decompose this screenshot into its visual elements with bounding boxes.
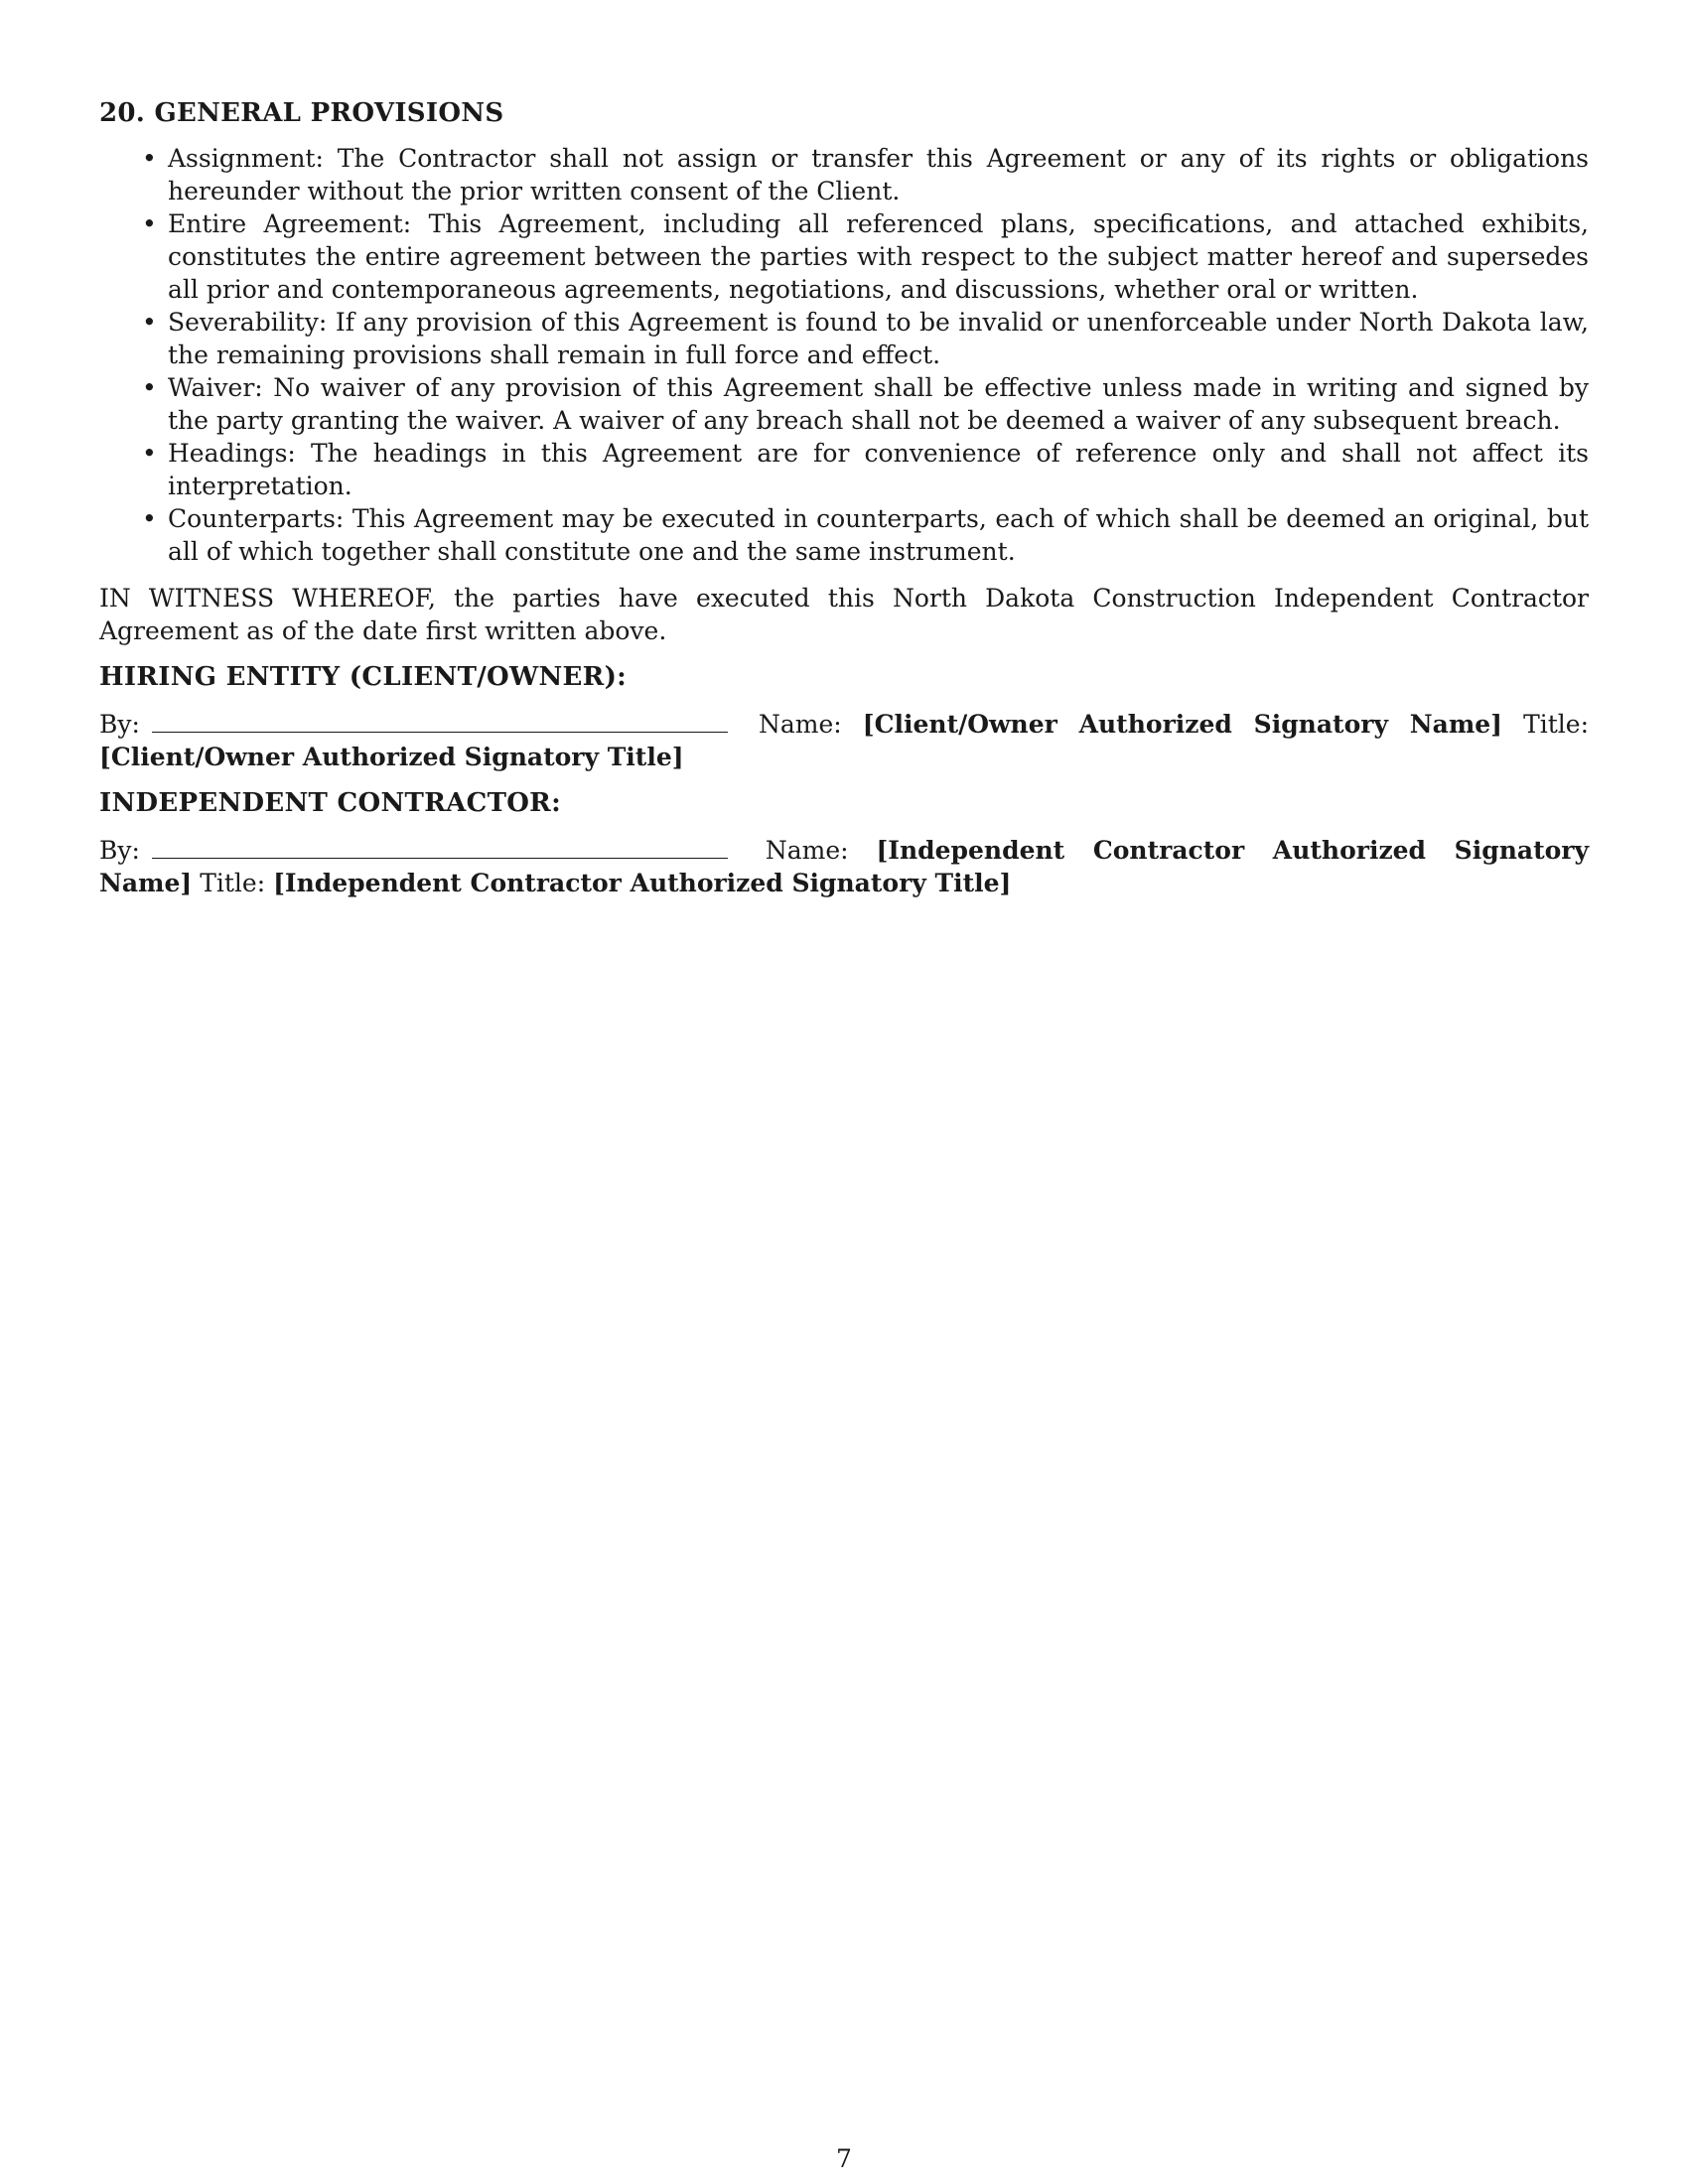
bullet-icon: • [142,308,157,337]
provision-text: Counterparts: This Agreement may be executed in counterparts, each of which shall be deemed an original, but all of which together shall constitute one and the same instrument. [168,504,1589,566]
hiring-entity-signature-block [99,708,1589,773]
provision-text: Severability: If any provision of this Agreement is found to be invalid or unenforceable under North Dakota law, the remaining provisions shall remain in full force and effect. [168,308,1589,369]
provision-counterparts [142,502,1589,568]
provision-text: Waiver: No waiver of any provision of this Agreement shall be effective unless made in writing and signed by the party granting the waiver. A waiver of any breach shall not be deemed a waiver of any subsequent breach. [168,373,1589,435]
contractor-signature-line[interactable] [152,836,728,859]
page-number: 7 [836,2144,852,2173]
provision-text: Assignment: The Contractor shall not assign or transfer this Agreement or any of its rights or obligations hereunder without the prior written consent of the Client. [168,144,1589,205]
bullet-icon: • [142,144,157,173]
hiring-entity-heading: HIRING ENTITY (CLIENT/OWNER): [99,662,628,692]
bullet-icon: • [142,504,157,533]
client-signature-line[interactable] [152,710,728,733]
contractor-signatory-name: [Independent Contractor Authorized Signatory Name] [99,836,1590,897]
name-label: Name: [758,710,842,739]
provisions-list [99,142,1589,568]
contractor-signatory-title: [Independent Contractor Authorized Signatory Title] [273,869,1012,897]
bullet-icon: • [142,439,157,468]
contractor-signature-block [99,834,1589,899]
document-page [99,97,1589,913]
provision-assignment [142,142,1589,207]
contractor-heading: INDEPENDENT CONTRACTOR: [99,788,561,818]
provision-waiver [142,371,1589,437]
provision-text: Headings: The headings in this Agreement are for convenience of reference only and shall not affect its interpretation. [168,439,1589,500]
provision-headings [142,437,1589,502]
by-label: By: [99,836,140,865]
title-label: Title: [200,869,266,897]
client-signatory-name: [Client/Owner Authorized Signatory Name] [862,710,1503,739]
provision-severability [142,306,1589,371]
name-label: Name: [765,836,849,865]
bullet-icon: • [142,209,157,238]
witness-statement: IN WITNESS WHEREOF, the parties have executed this North Dakota Construction Independent Contractor Agreement as of the date first written above. [99,584,1589,645]
section-heading: 20. GENERAL PROVISIONS [99,98,504,128]
title-label: Title: [1523,710,1590,739]
client-signatory-title: [Client/Owner Authorized Signatory Title] [99,743,684,771]
by-label: By: [99,710,140,739]
bullet-icon: • [142,373,157,402]
provision-text: Entire Agreement: This Agreement, including all referenced plans, specifications, and attached exhibits, constitutes the entire agreement between the parties with respect to the subject matter hereof and supersedes all prior and contemporaneous agreements, negotiations, and discussions, whether oral or written. [168,209,1589,304]
provision-entire-agreement [142,207,1589,306]
